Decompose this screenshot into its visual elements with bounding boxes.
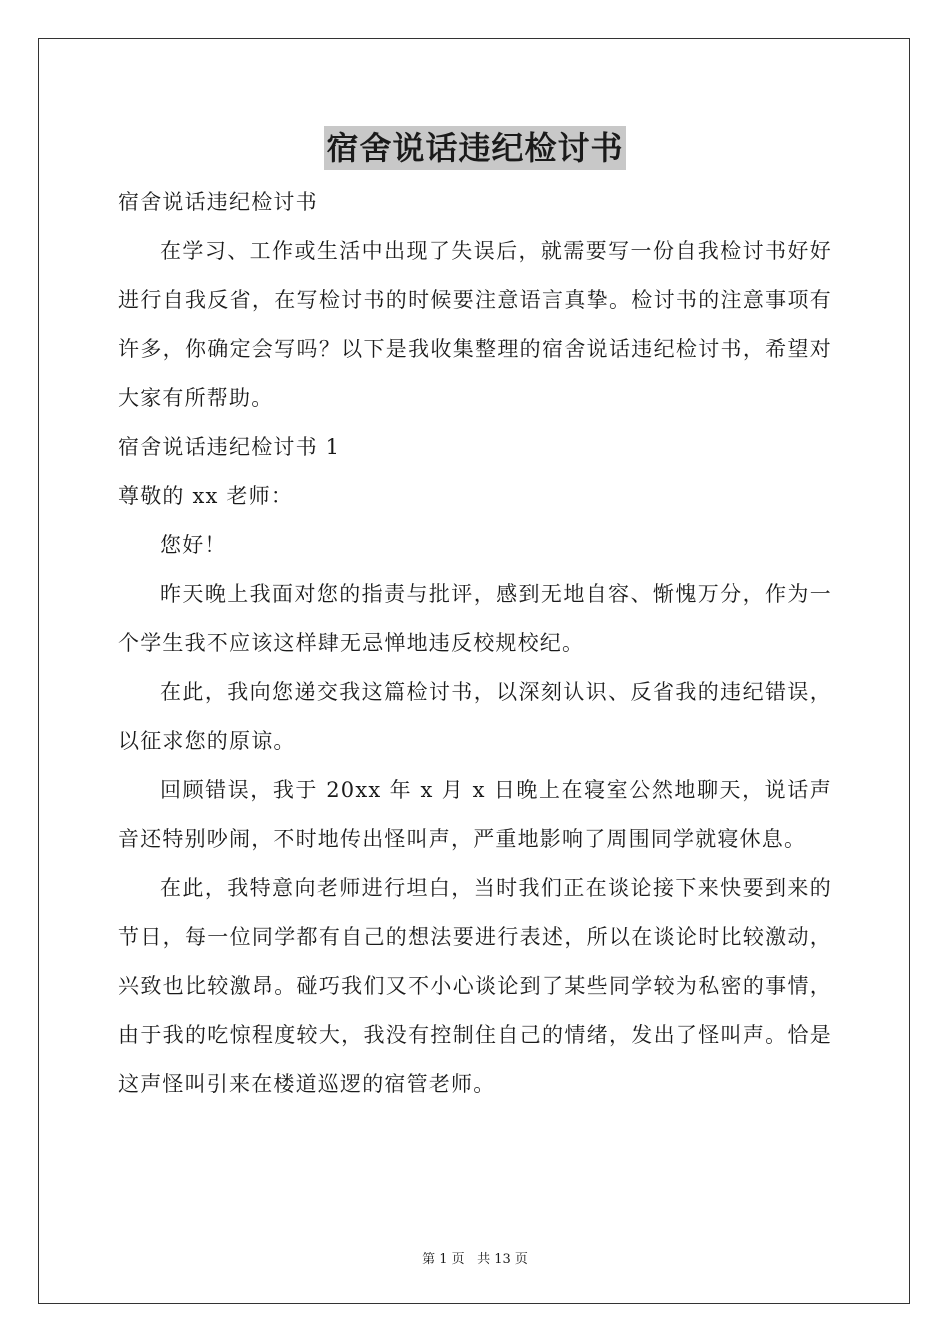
document-title: 宿舍说话违纪检讨书 bbox=[324, 126, 625, 170]
paragraph-body: 在此，我向您递交我这篇检讨书，以深刻认识、反省我的违纪错误，以征求您的原谅。 bbox=[118, 680, 832, 753]
paragraph-greeting: 您好！ bbox=[160, 533, 227, 557]
paragraph-body: 回顾错误，我于 20xx 年 x 月 x 日晚上在寝室公然地聊天，说话声音还特别吵闹，不时地传出怪叫声，严重地影响了周围同学就寝休息。 bbox=[118, 778, 832, 851]
page-total: 共 13 页 bbox=[477, 1252, 528, 1267]
paragraph-body: 昨天晚上我面对您的指责与批评，感到无地自容、惭愧万分，作为一个学生我不应该这样肆无忌惮地违反校规校纪。 bbox=[118, 582, 832, 655]
paragraph-body: 在此，我特意向老师进行坦白，当时我们正在谈论接下来快要到来的节日，每一位同学都有自己的想法要进行表述，所以在谈论时比较激动，兴致也比较激昂。碰巧我们又不小心谈论到了某些同学较为私密的事情，由于我的吃惊程度较大，我没有控制住自己的情绪，发出了怪叫声。恰是这声怪叫引来在楼道巡逻的宿管老师。 bbox=[118, 876, 832, 1096]
page-number: 第 1 页 bbox=[422, 1252, 465, 1267]
paragraph-subtitle: 宿舍说话违纪检讨书 bbox=[118, 190, 318, 214]
paragraph-section-heading: 宿舍说话违纪检讨书 1 bbox=[118, 435, 341, 459]
document-body bbox=[118, 178, 832, 1109]
page-footer bbox=[0, 1248, 950, 1267]
title-container bbox=[0, 126, 950, 170]
paragraph-salutation: 尊敬的 xx 老师： bbox=[118, 484, 294, 508]
paragraph-intro: 在学习、工作或生活中出现了失误后，就需要写一份自我检讨书好好进行自我反省，在写检讨书的时候要注意语言真挚。检讨书的注意事项有许多，你确定会写吗？以下是我收集整理的宿舍说话违纪检讨书，希望对大家有所帮助。 bbox=[118, 239, 832, 410]
